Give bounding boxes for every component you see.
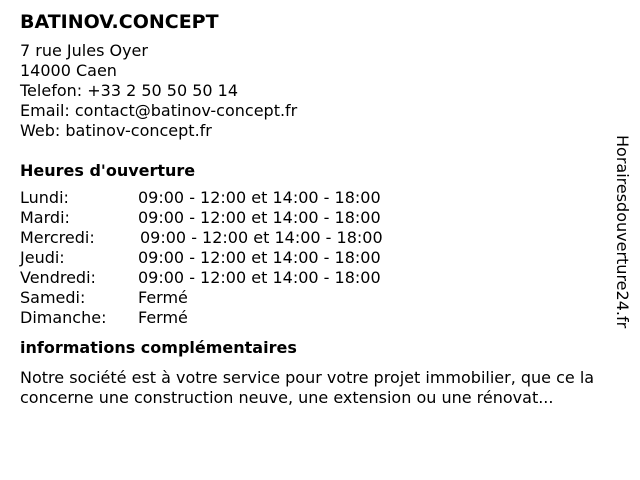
address-street: 7 rue Jules Oyer bbox=[20, 41, 148, 60]
opening-hours-list bbox=[20, 188, 620, 328]
company-name: BATINOV.CONCEPT bbox=[20, 11, 219, 33]
hours-time: Fermé bbox=[138, 288, 188, 307]
hours-row-tuesday bbox=[20, 208, 620, 228]
hours-row-sunday bbox=[20, 308, 620, 328]
address-city: 14000 Caen bbox=[20, 61, 117, 80]
hours-time: 09:00 - 12:00 et 14:00 - 18:00 bbox=[138, 248, 381, 267]
hours-time: 09:00 - 12:00 et 14:00 - 18:00 bbox=[140, 228, 383, 247]
hours-heading: Heures d'ouverture bbox=[20, 161, 196, 180]
contact-block bbox=[20, 41, 620, 141]
hours-row-saturday bbox=[20, 288, 620, 308]
email-line: Email: contact@batinov-concept.fr bbox=[20, 101, 298, 120]
hours-day-label: Samedi: bbox=[20, 288, 86, 307]
hours-row-wednesday bbox=[20, 228, 620, 248]
hours-day-label: Mercredi: bbox=[20, 228, 95, 247]
hours-row-thursday bbox=[20, 248, 620, 268]
hours-day-label: Jeudi: bbox=[20, 248, 65, 267]
hours-day-label: Dimanche: bbox=[20, 308, 107, 327]
hours-time: 09:00 - 12:00 et 14:00 - 18:00 bbox=[138, 268, 381, 287]
hours-row-friday bbox=[20, 268, 620, 288]
info-description: Notre société est à votre service pour votre projet immobilier, que ce la concerne une construction neuve, une extension ou une rénovat... bbox=[20, 368, 595, 407]
web-line: Web: batinov-concept.fr bbox=[20, 121, 212, 140]
hours-day-label: Mardi: bbox=[20, 208, 70, 227]
site-watermark: Horairesdouverture24.fr bbox=[613, 135, 632, 329]
hours-row-monday bbox=[20, 188, 620, 208]
hours-time: 09:00 - 12:00 et 14:00 - 18:00 bbox=[138, 208, 381, 227]
hours-time: 09:00 - 12:00 et 14:00 - 18:00 bbox=[138, 188, 381, 207]
hours-day-label: Lundi: bbox=[20, 188, 69, 207]
business-card bbox=[20, 10, 620, 408]
phone-line: Telefon: +33 2 50 50 50 14 bbox=[20, 81, 239, 100]
hours-time: Fermé bbox=[138, 308, 188, 327]
hours-day-label: Vendredi: bbox=[20, 268, 96, 287]
info-heading: informations complémentaires bbox=[20, 338, 297, 357]
